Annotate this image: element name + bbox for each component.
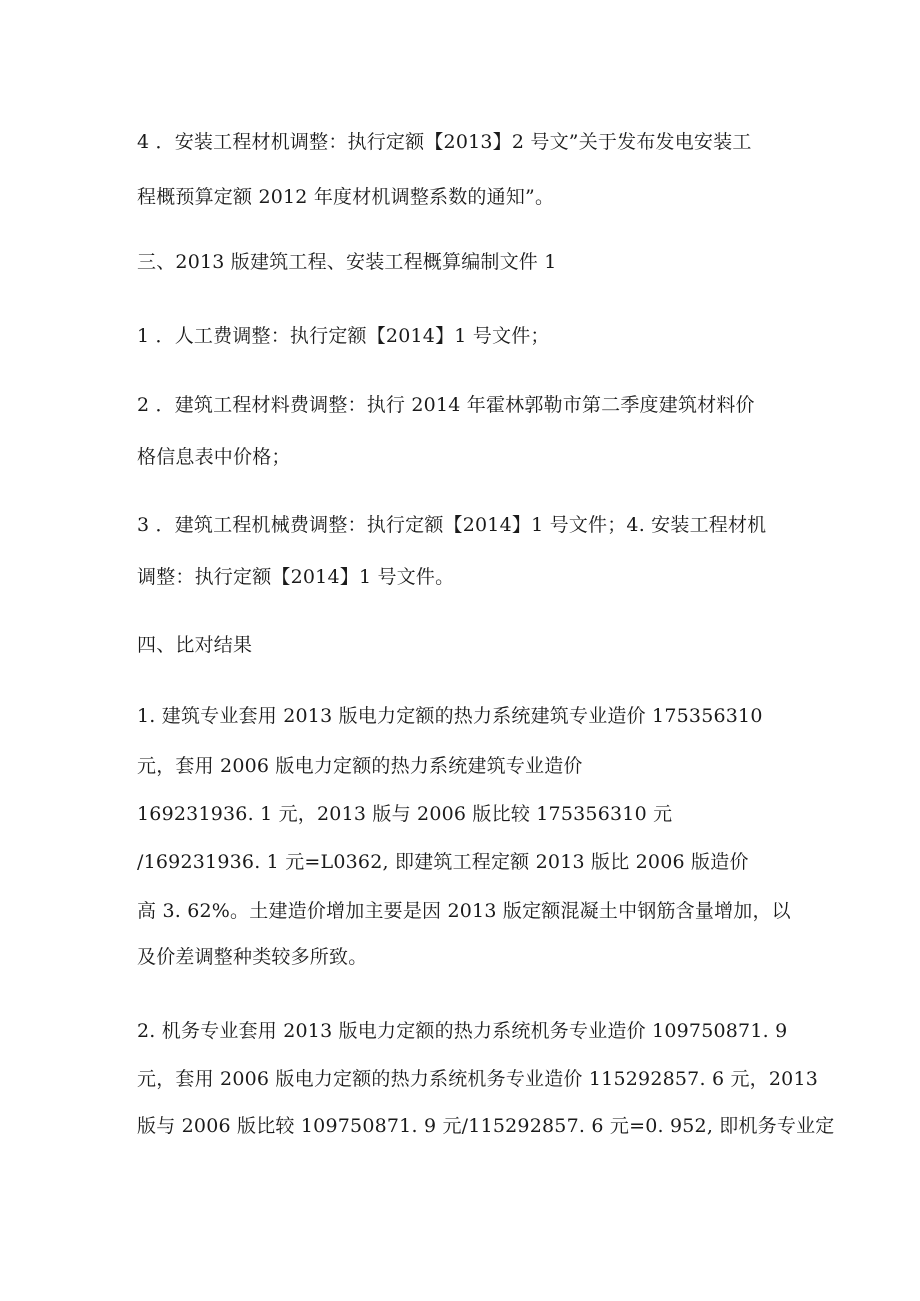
text-line: 1. 建筑专业套用 2013 版电力定额的热力系统建筑专业造价 175356310 [137, 705, 763, 727]
text-line: 高 3. 62%。土建造价增加主要是因 2013 版定额混凝土中钢筋含量增加，以 [137, 900, 791, 922]
text-line: 元，套用 2006 版电力定额的热力系统机务专业造价 115292857. 6 元，2013 [137, 1068, 819, 1090]
text-line: 程概预算定额 2012 年度材机调整系数的通知”。 [137, 186, 555, 208]
section-heading: 四、比对结果 [137, 634, 253, 656]
text-line: 格信息表中价格； [137, 446, 291, 468]
text-line: /169231936. 1 元=L0362, 即建筑工程定额 2013 版比 2006 版造价 [137, 851, 749, 873]
text-line: 2 ．建筑工程材料费调整：执行 2014 年霍林郭勒市第二季度建筑材料价 [137, 394, 755, 416]
text-line: 调整：执行定额【2014】1 号文件。 [137, 566, 455, 588]
text-line: 2. 机务专业套用 2013 版电力定额的热力系统机务专业造价 109750871. 9 [137, 1020, 788, 1042]
text-line: 元，套用 2006 版电力定额的热力系统建筑专业造价 [137, 755, 583, 777]
text-line: 及价差调整种类较多所致。 [137, 946, 368, 968]
text-line: 169231936. 1 元，2013 版与 2006 版比较 175356310 元 [137, 803, 673, 825]
text-line: 4 ．安装工程材机调整：执行定额【2013】2 号文”关于发布发电安装工 [137, 131, 752, 153]
section-heading: 三、2013 版建筑工程、安装工程概算编制文件 1 [137, 251, 557, 273]
text-line: 1 ．人工费调整：执行定额【2014】1 号文件； [137, 325, 550, 347]
text-line: 3 ．建筑工程机械费调整：执行定额【2014】1 号文件；4. 安装工程材机 [137, 514, 767, 536]
text-line: 版与 2006 版比较 109750871. 9 元/115292857. 6 元=0. 952, 即机务专业定 [137, 1115, 835, 1137]
